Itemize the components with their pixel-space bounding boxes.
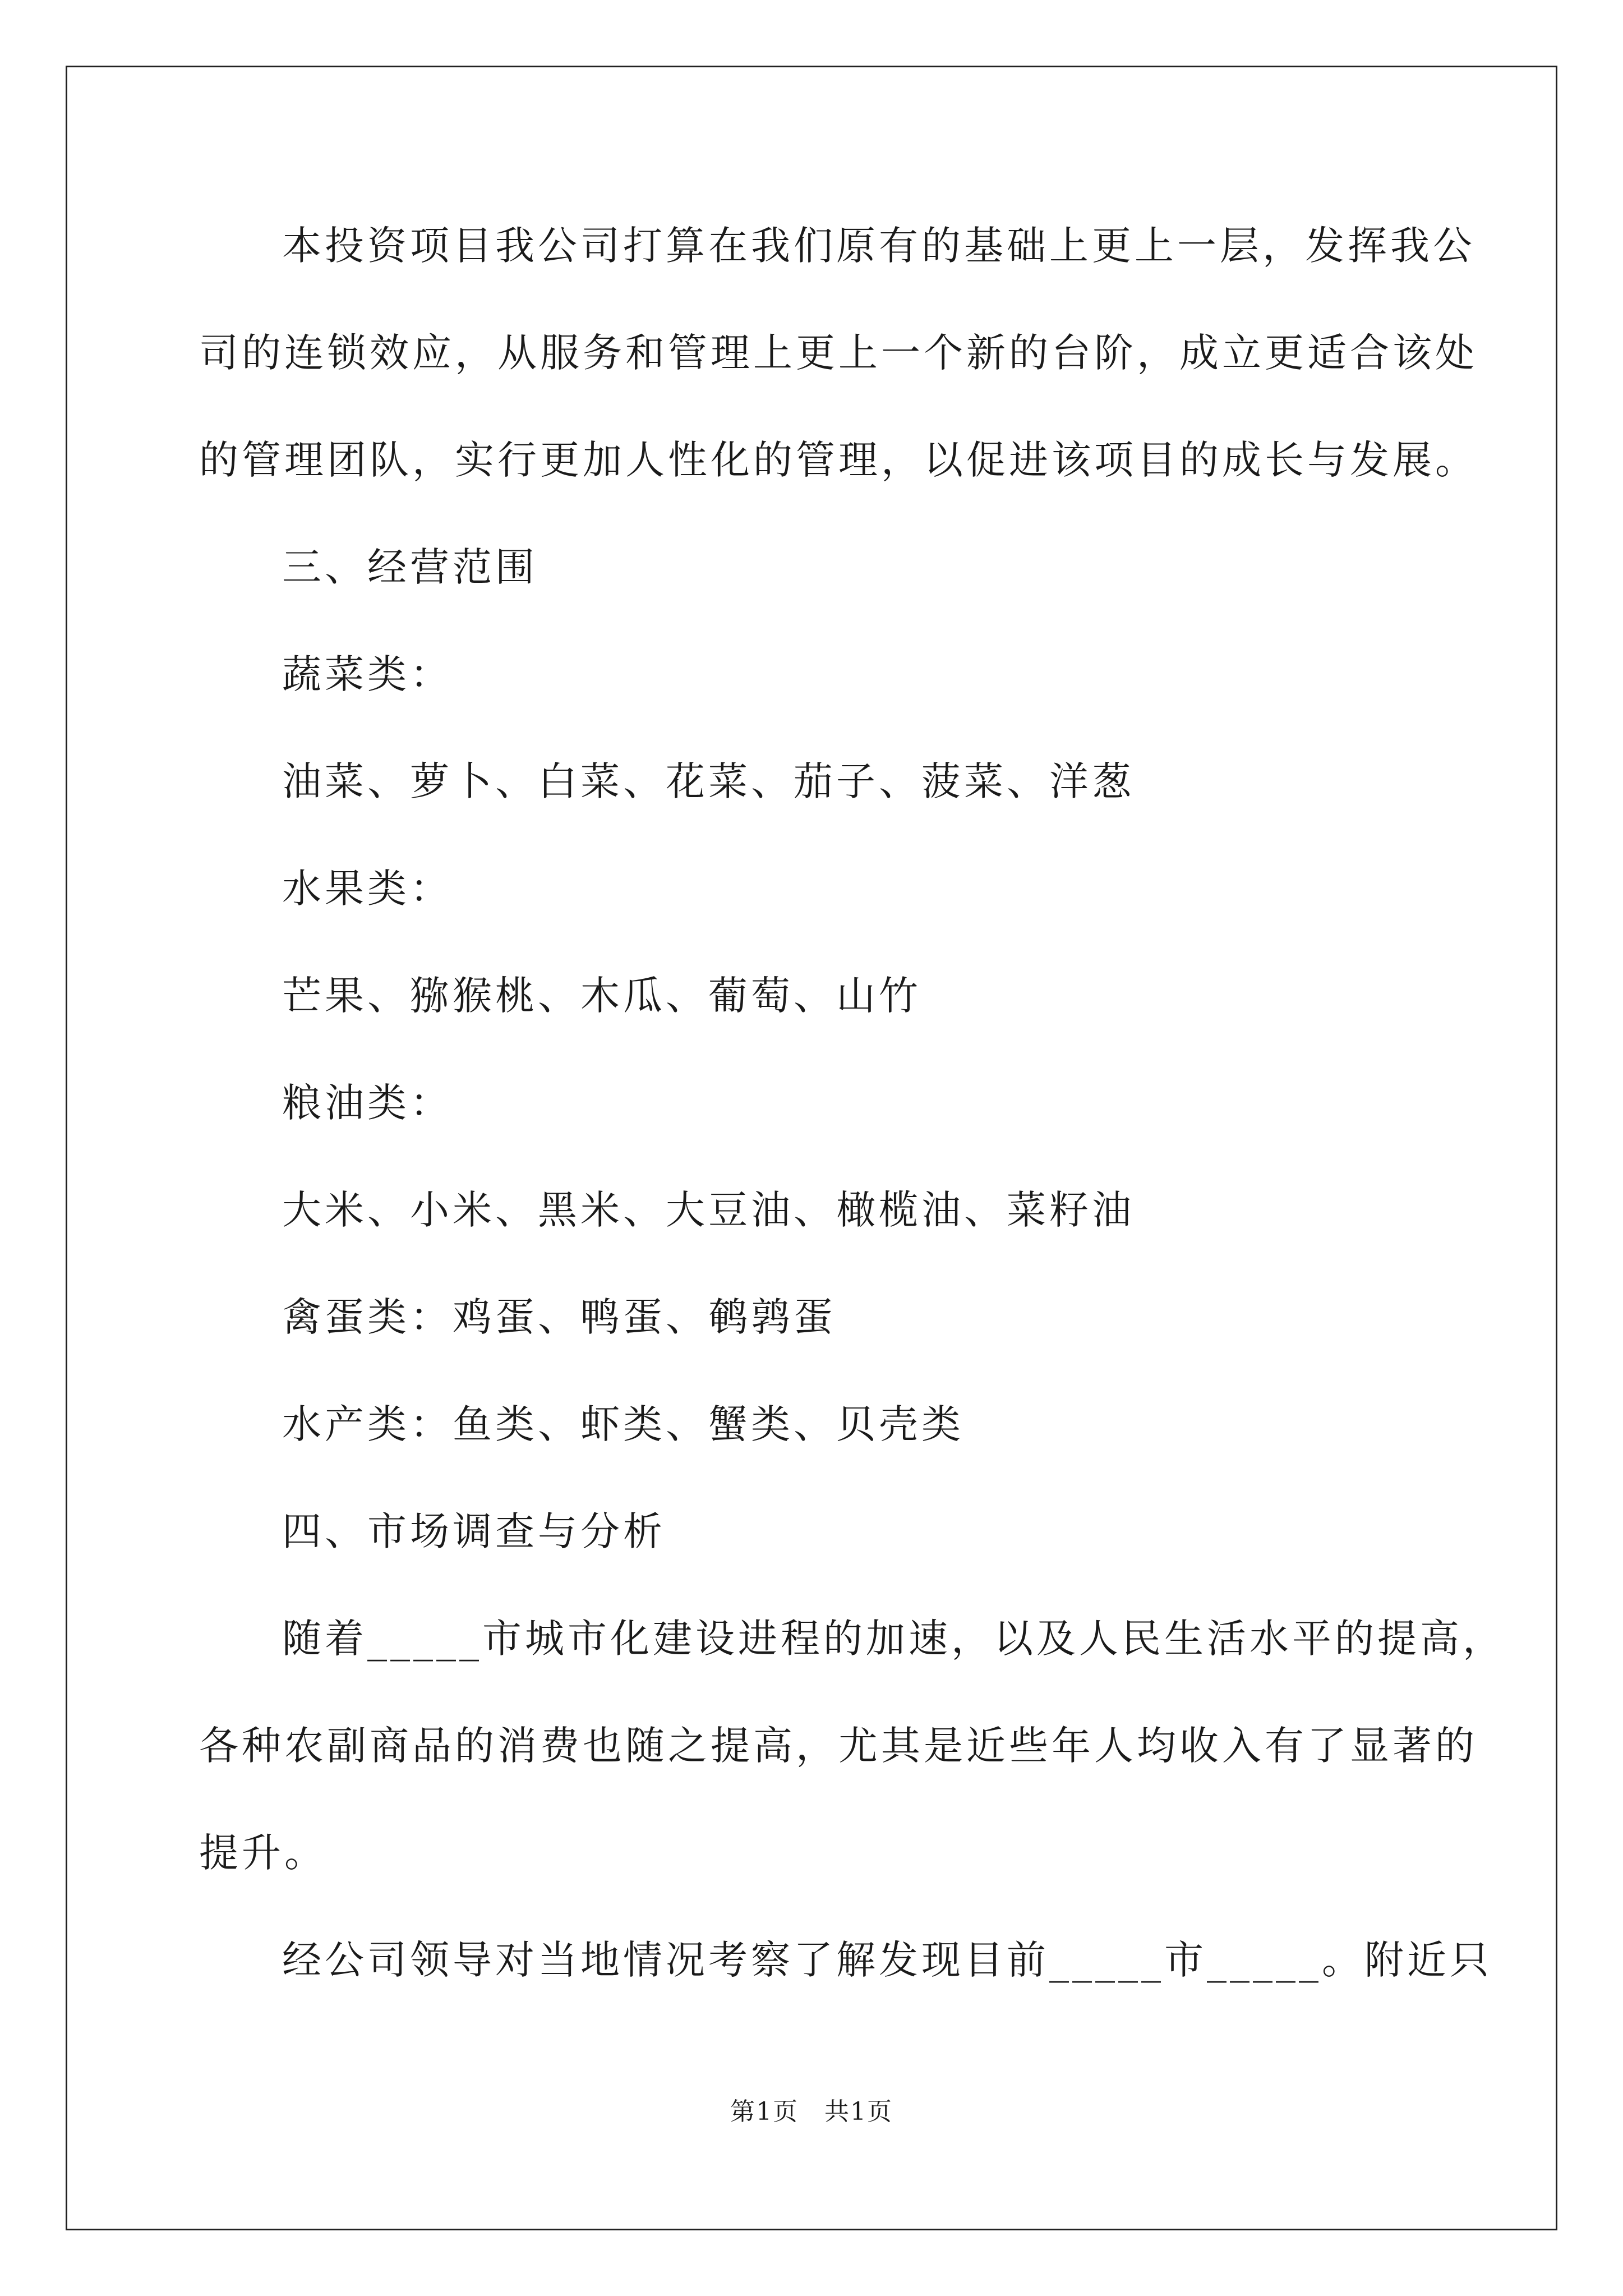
section-heading: 三、经营范围 [282, 544, 538, 590]
paragraph-line: 随着_____市城市化建设进程的加速，以及人民生活水平的提高， [282, 1616, 1505, 1662]
page-footer: 第1页 共1页 [730, 2097, 893, 2126]
category-label: 蔬菜类： [282, 651, 453, 697]
category-items: 大米、小米、黑米、大豆油、橄榄油、菜籽油 [282, 1187, 1135, 1233]
category-label: 粮油类： [282, 1080, 453, 1126]
category-items: 芒果、猕猴桃、木瓜、葡萄、山竹 [282, 973, 921, 1019]
category-items: 禽蛋类：鸡蛋、鸭蛋、鹌鹑蛋 [282, 1294, 836, 1340]
paragraph-line: 本投资项目我公司打算在我们原有的基础上更上一层，发挥我公 [282, 223, 1476, 269]
category-items: 油菜、萝卜、白菜、花菜、茄子、菠菜、洋葱 [282, 758, 1135, 804]
document-body [199, 218, 1505, 2039]
paragraph-line: 的管理团队，实行更加人性化的管理，以促进该项目的成长与发展。 [199, 437, 1478, 483]
paragraph-line: 各种农副商品的消费也随之提高，尤其是近些年人均收入有了显著的 [199, 1723, 1478, 1769]
category-items: 水产类：鱼类、虾类、蟹类、贝壳类 [282, 1401, 964, 1447]
paragraph-line: 司的连锁效应，从服务和管理上更上一个新的台阶，成立更适合该处 [199, 330, 1478, 376]
category-label: 水果类： [282, 866, 453, 912]
paragraph-line: 提升。 [199, 1830, 327, 1876]
section-heading: 四、市场调查与分析 [282, 1508, 666, 1554]
paragraph-line: 经公司领导对当地情况考察了解发现目前_____市_____。附近只 [282, 1937, 1492, 1983]
